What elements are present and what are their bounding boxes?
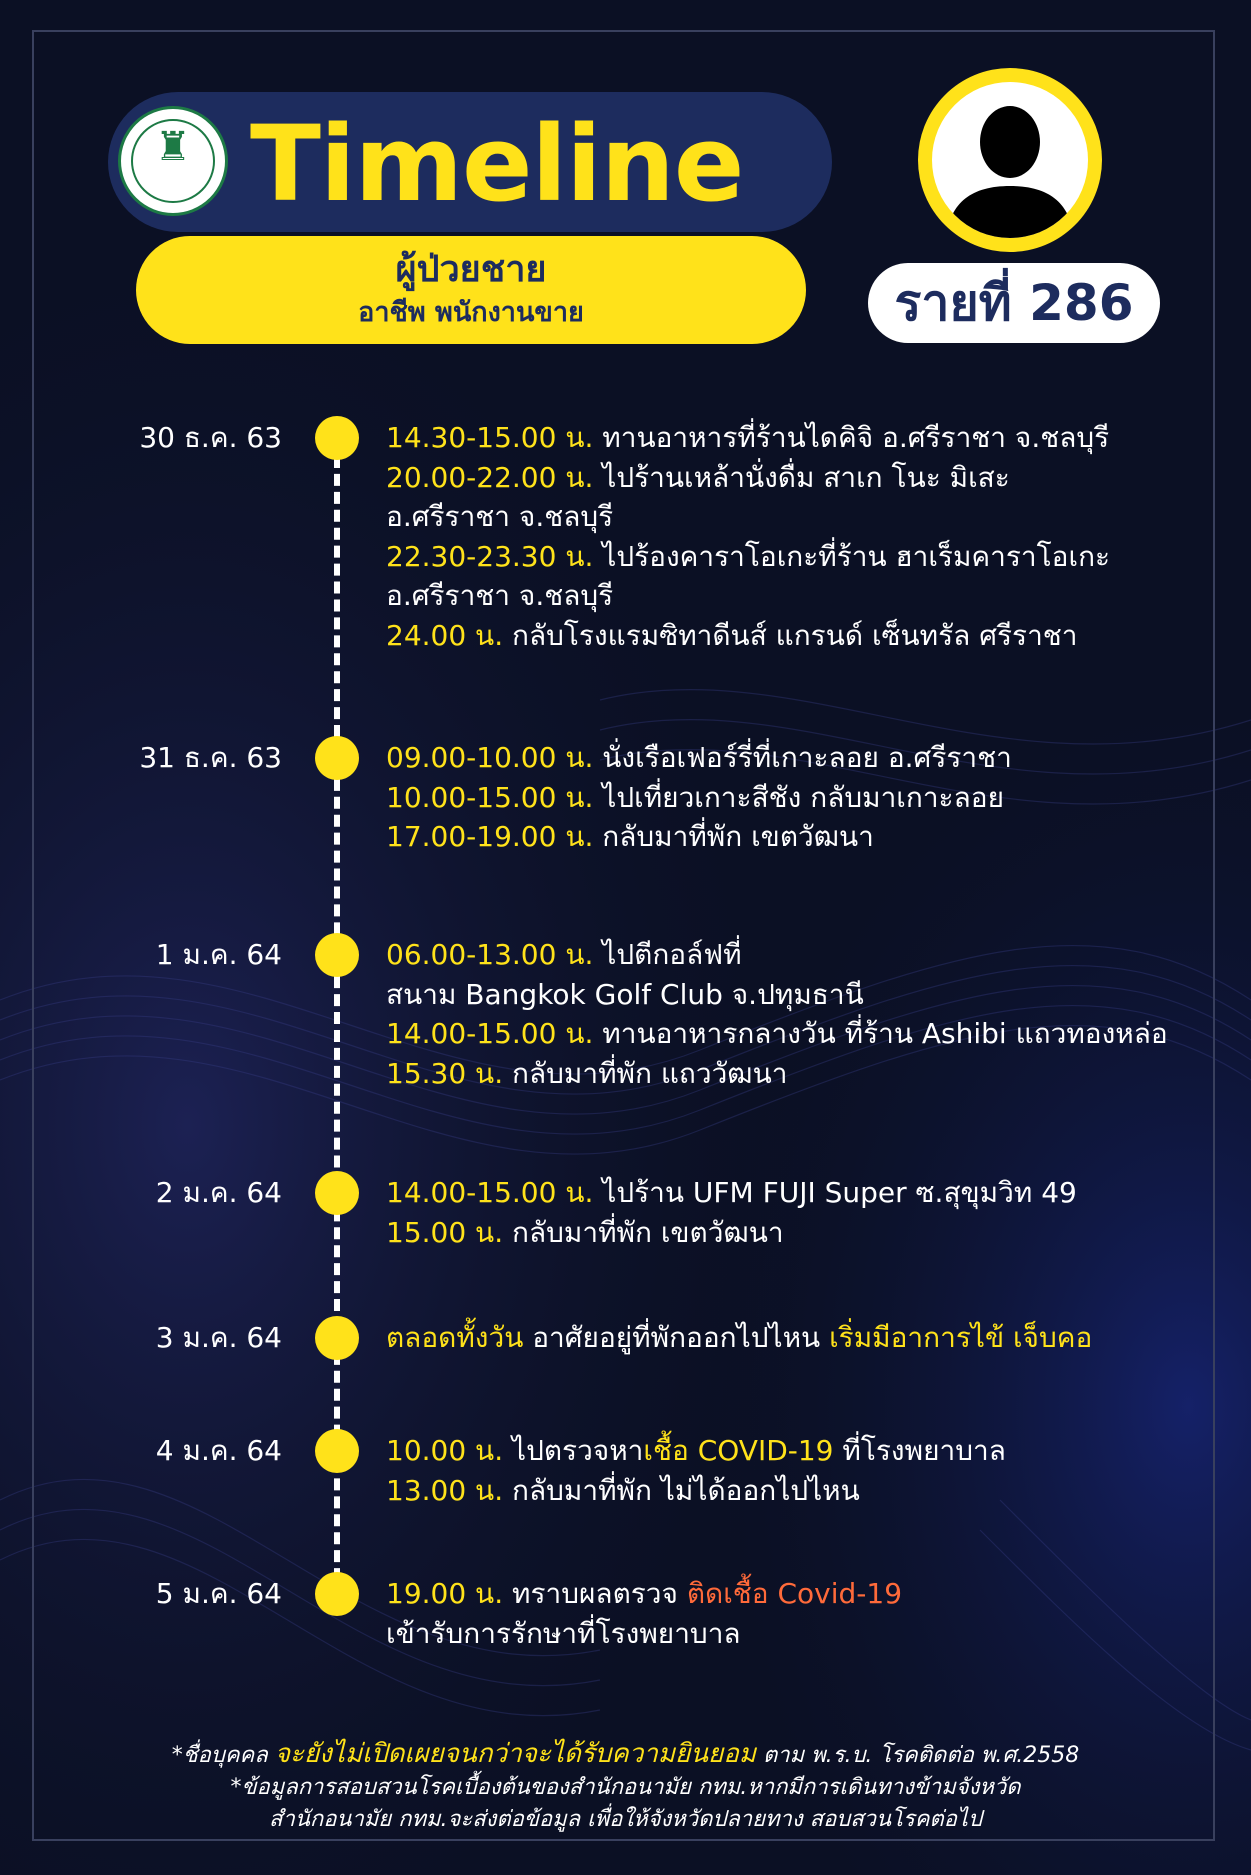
activity-text: อาศัยอยู่ที่พักออกไปไหน — [523, 1321, 830, 1354]
timeline-line-item — [386, 817, 1216, 857]
time-label: 14.30-15.00 น. — [386, 421, 594, 454]
timeline-dot — [315, 1429, 359, 1473]
activity-text: เข้ารับการรักษาที่โรงพยาบาล — [386, 1616, 741, 1650]
highlight-text: เชื้อ COVID-19 — [643, 1434, 834, 1467]
timeline-line-item — [386, 1213, 1216, 1253]
activity-text: ทานอาหารที่ร้านไดคิจิ อ.ศรีราชา จ.ชลบุรี — [593, 421, 1110, 454]
symptom-text: เริ่มมีอาการไข้ เจ็บคอ — [829, 1321, 1093, 1354]
timeline-line-item — [386, 418, 1216, 458]
activity-text: ไปร้องคาราโอเกะที่ร้าน ฮาเร็มคาราโอเกะ — [593, 539, 1111, 573]
timeline-date: 3 ม.ค. 64 — [155, 1321, 282, 1354]
timeline-entry — [386, 1318, 1216, 1358]
time-label: 10.00 น. — [386, 1434, 504, 1467]
timeline-entry — [386, 1173, 1216, 1252]
time-label: 06.00-13.00 น. — [386, 938, 594, 971]
time-label: 20.00-22.00 น. — [386, 460, 594, 494]
activity-text: ที่โรงพยาบาล — [833, 1434, 1006, 1467]
timeline-date: 4 ม.ค. 64 — [155, 1434, 282, 1467]
activity-text: ไปตีกอล์ฟที่ — [593, 938, 742, 971]
footer-text: *ชื่อบุคคล — [171, 1743, 275, 1768]
activity-text: กลับมาที่พัก ไม่ได้ออกไปไหน — [503, 1473, 860, 1507]
activity-text: กลับโรงแรมซิทาดีนส์ แกรนด์ เซ็นทรัล ศรีราชา — [503, 618, 1078, 652]
footer-text: ตาม พ.ร.บ. โรคติดต่อ พ.ศ.2558 — [756, 1743, 1080, 1768]
activity-text: สนาม Bangkok Golf Club จ.ปทุมธานี — [386, 977, 864, 1011]
timeline-dot — [315, 736, 359, 780]
activity-text: อ.ศรีราชา จ.ชลบุรี — [386, 579, 614, 612]
timeline-dot — [315, 1316, 359, 1360]
timeline-entry — [386, 1431, 1216, 1510]
bma-logo — [118, 106, 228, 216]
activity-text: ทราบผลตรวจ — [503, 1577, 687, 1610]
timeline-line-item — [386, 1318, 1216, 1358]
activity-text: ไปตรวจหา — [503, 1434, 644, 1467]
time-label: 09.00-10.00 น. — [386, 741, 594, 774]
timeline-dot — [315, 933, 359, 977]
timeline-dot — [315, 416, 359, 460]
activity-text: ไปเที่ยวเกาะสีชัง กลับมาเกาะลอย — [593, 780, 1004, 814]
time-label: 22.30-23.30 น. — [386, 539, 594, 573]
footer-note: *ข้อมูลการสอบสวนโรคเบื้องต้นของสำนักอนามัย กทม.หากมีการเดินทางข้ามจังหวัด — [230, 1775, 1021, 1800]
footer-note: สำนักอนามัย กทม.จะส่งต่อข้อมูล เพื่อให้จังหวัดปลายทาง สอบสวนโรคต่อไป — [269, 1807, 982, 1832]
timeline-date: 5 ม.ค. 64 — [155, 1577, 282, 1610]
patient-occupation: อาชีพ พนักงานขาย — [358, 297, 584, 328]
timeline-date: 31 ธ.ค. 63 — [139, 741, 282, 774]
timeline-date: 2 ม.ค. 64 — [155, 1176, 282, 1209]
timeline-line-item — [386, 1574, 1216, 1614]
timeline-line-item — [386, 975, 1216, 1015]
avatar — [918, 68, 1102, 252]
highlight-text: ตลอดทั้งวัน — [386, 1321, 524, 1354]
time-label: 19.00 น. — [386, 1577, 504, 1610]
logo-emblem-icon: ♜ — [155, 124, 191, 170]
timeline-entry — [386, 1574, 1216, 1653]
time-label: 24.00 น. — [386, 618, 504, 652]
timeline-line-item — [386, 458, 1216, 498]
patient-label: ผู้ป่วยชาย — [395, 249, 547, 290]
time-label: 14.00-15.00 น. — [386, 1176, 594, 1209]
timeline-dot — [315, 1171, 359, 1215]
activity-text: ทานอาหารกลางวัน ที่ร้าน Ashibi แถวทองหล่อ — [593, 1017, 1168, 1050]
activity-text: อ.ศรีราชา จ.ชลบุรี — [386, 500, 614, 533]
activity-text: ไปร้าน UFM FUJI Super ซ.สุขุมวิท 49 — [593, 1176, 1077, 1209]
timeline-date: 30 ธ.ค. 63 — [139, 421, 282, 454]
timeline-line-item — [386, 935, 1216, 975]
avatar-silhouette-icon — [932, 82, 1088, 238]
footer-note — [80, 1738, 1171, 1772]
time-label: 15.30 น. — [386, 1056, 504, 1090]
timeline-line — [334, 438, 340, 1598]
patient-info-pill — [136, 236, 806, 344]
footer-highlight: จะยังไม่เปิดเผยจนกว่าจะได้รับความยินยอม — [274, 1739, 757, 1769]
time-label: 14.00-15.00 น. — [386, 1017, 594, 1050]
timeline-line-item — [386, 1431, 1216, 1471]
time-label: 13.00 น. — [386, 1473, 504, 1507]
timeline-entry — [386, 935, 1216, 1093]
timeline-line-item — [386, 576, 1216, 616]
timeline-line-item — [386, 616, 1216, 656]
timeline-dot — [315, 1572, 359, 1616]
timeline-line-item — [386, 1471, 1216, 1511]
activity-text: กลับมาที่พัก เขตวัฒนา — [593, 820, 874, 853]
timeline-line-item — [386, 537, 1216, 577]
activity-text: นั่งเรือเฟอร์รี่ที่เกาะลอย อ.ศรีราชา — [593, 741, 1012, 774]
infected-text: ติดเชื้อ Covid-19 — [686, 1577, 903, 1610]
timeline-entry — [386, 738, 1216, 857]
time-label: 15.00 น. — [386, 1215, 504, 1249]
case-number-badge — [868, 263, 1160, 343]
timeline-line-item — [386, 1173, 1216, 1213]
time-label: 17.00-19.00 น. — [386, 820, 594, 853]
timeline-line-item — [386, 1614, 1216, 1654]
timeline-entry — [386, 418, 1216, 655]
activity-text: กลับมาที่พัก เขตวัฒนา — [503, 1215, 784, 1249]
timeline-line-item — [386, 1014, 1216, 1054]
activity-text: ไปร้านเหล้านั่งดื่ม สาเก โนะ มิเสะ — [593, 460, 1010, 494]
timeline-line-item — [386, 1054, 1216, 1094]
timeline-line-item — [386, 778, 1216, 818]
page-title: Timeline — [250, 103, 744, 225]
activity-text: กลับมาที่พัก แถววัฒนา — [503, 1056, 788, 1090]
time-label: 10.00-15.00 น. — [386, 780, 594, 814]
case-number: รายที่ 286 — [894, 274, 1134, 332]
timeline-line-item — [386, 497, 1216, 537]
timeline-line-item — [386, 738, 1216, 778]
timeline-date: 1 ม.ค. 64 — [155, 938, 282, 971]
